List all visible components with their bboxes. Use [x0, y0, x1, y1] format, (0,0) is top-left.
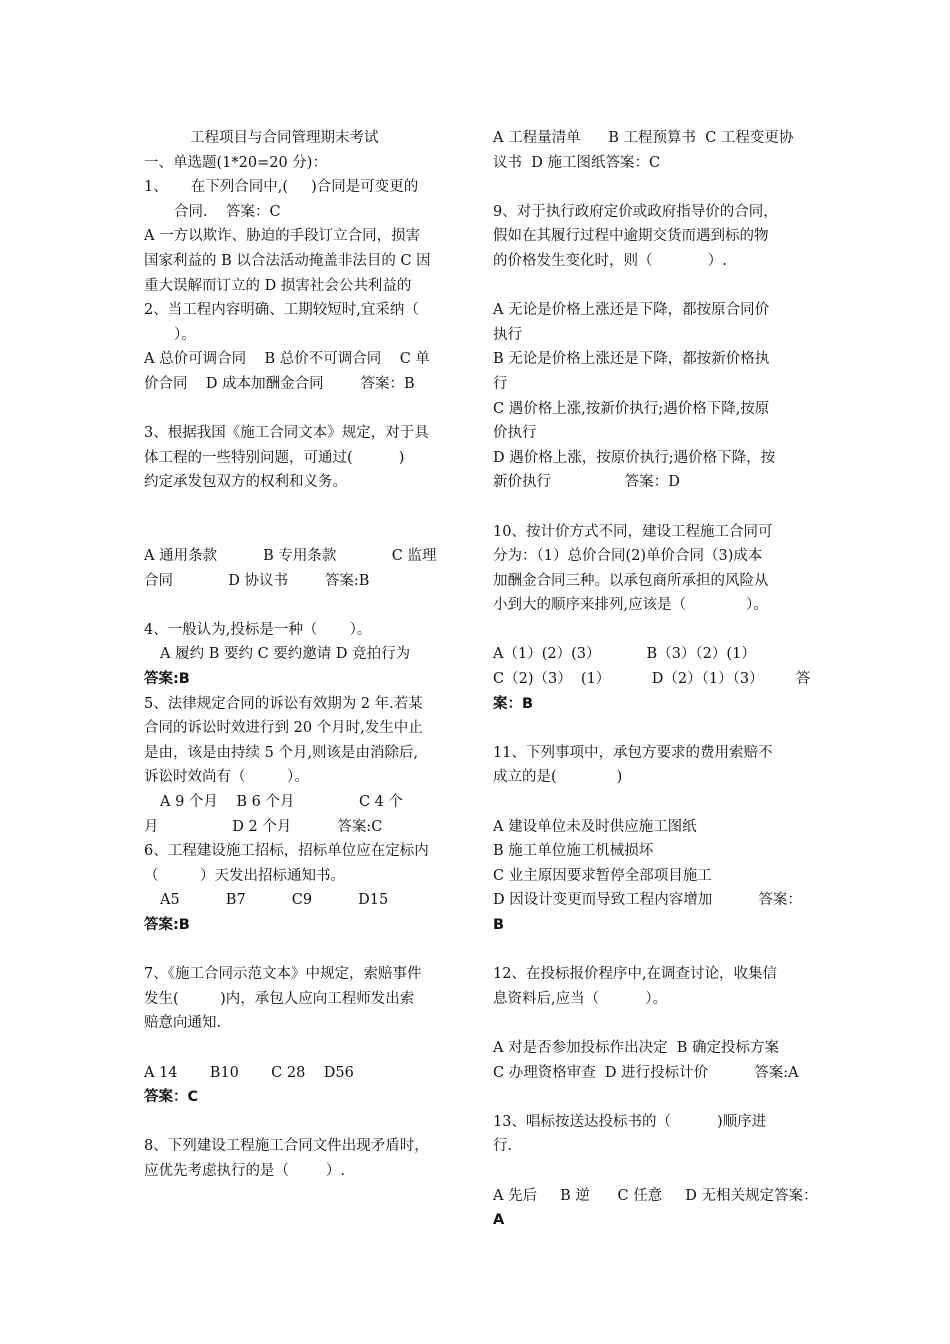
question-4-stem: 4、一般认为,投标是一种（ ）。: [144, 621, 372, 638]
section-heading: 一、单选题(1*20=20 分)：: [144, 154, 327, 171]
blank-line: [144, 1110, 457, 1135]
question-3-stem: 3、根据我国《施工合同文本》规定，对于具: [144, 425, 429, 442]
question-7-options: A 14 B10 C 28 D56: [144, 1064, 354, 1081]
question-5-stem: 诉讼时效尚有（ ）。: [144, 769, 309, 786]
blank-line: [493, 790, 813, 815]
question-7-stem: 7、《施工合同示范文本》中规定，索赔事件: [144, 966, 422, 983]
question-12-options: A 对是否参加投标作出决定 B 确定投标方案: [493, 1039, 780, 1056]
question-9-option-c: C 遇价格上涨,按新价执行;遇价格下降,按原: [493, 400, 770, 417]
question-1-answer: 合同. 答案：C: [174, 203, 281, 220]
question-10-stem: 分为：（1）总价合同(2)单价合同（3)成本: [493, 548, 763, 565]
question-5-stem: 合同的诉讼时效进行到 20 个月时,发生中止: [144, 720, 423, 737]
question-8-options: 议书 D 施工图纸答案：C: [493, 154, 661, 171]
question-10-stem: 10、按计价方式不同，建设工程施工合同可: [493, 523, 773, 540]
question-5-options: 月 D 2 个月 答案:C: [144, 818, 383, 835]
question-10-options: A（1）(2）(3） B（3）（2）(1）: [493, 646, 756, 663]
question-5-options: A 9 个月 B 6 个月 C 4 个: [160, 794, 404, 811]
question-9-stem: 假如在其履行过程中逾期交货而遇到标的物: [493, 228, 769, 245]
question-10-options: C（2)（3） (1） D（2）（1）（3） 答: [493, 671, 811, 688]
question-7-stem: 赔意向通知.: [144, 1015, 222, 1032]
question-6-answer: 答案:B: [144, 917, 190, 933]
question-2-stem: 2、当工程内容明确、工期较短时,宜采纳（: [144, 302, 419, 319]
left-column: [144, 126, 457, 1184]
question-11-stem: 成立的是( ): [493, 769, 623, 786]
question-3-stem: 体工程的一些特别问题，可通过( ): [144, 449, 405, 466]
question-10-answer: 案：B: [493, 695, 534, 712]
blank-line: [493, 938, 813, 963]
question-3-options: A 通用条款 B 专用条款 C 监理: [144, 548, 437, 565]
question-9-option-d: D 遇价格上涨，按原价执行;遇价格下降，按: [493, 449, 776, 466]
question-9-option-c: 价执行: [493, 425, 537, 442]
blank-line: [144, 397, 457, 422]
blank-line: [144, 495, 457, 520]
question-12-options: C 办理资格审查 D 进行投标计价 答案:A: [493, 1064, 799, 1081]
question-6-stem: 6、工程建设施工招标，招标单位应在定标内: [144, 843, 429, 860]
question-11-option-d: D 因设计变更而导致工程内容增加 答案：: [493, 892, 802, 909]
right-column: [493, 126, 818, 1233]
blank-line: [144, 1036, 457, 1061]
question-4-options: A 履约 B 要约 C 要约邀请 D 竞拍行为: [160, 646, 411, 663]
blank-line: [144, 593, 457, 618]
blank-line: [144, 938, 457, 963]
question-9-stem: 的价格发生变化时，则（ ）.: [493, 252, 727, 269]
question-1-stem: 1、 在下列合同中,( )合同是可变更的: [144, 179, 419, 196]
question-1-options: 重大误解而订立的 D 损害社会公共利益的: [144, 277, 412, 294]
question-9-option-a: A 无论是价格上涨还是下降，都按原合同价: [493, 302, 770, 319]
question-9-stem: 9、对于执行政府定价或政府指导价的合同，: [493, 203, 778, 220]
blank-line: [493, 1159, 813, 1184]
question-3-stem: 约定承发包双方的权利和义务。: [144, 474, 347, 491]
question-6-stem: （ ）天发出招标通知书。: [144, 867, 345, 884]
question-12-stem: 12、在投标报价程序中,在调查讨论，收集信: [493, 966, 778, 983]
question-1-options: A 一方以欺诈、胁迫的手段订立合同，损害: [144, 228, 421, 245]
question-10-stem: 小到大的顺序来排列,应该是（ ）。: [493, 597, 768, 614]
question-3-options: 合同 D 协议书 答案:B: [144, 572, 370, 589]
blank-line: [493, 1085, 813, 1110]
question-11-answer: B: [493, 917, 505, 933]
question-7-answer: 答案：C: [144, 1089, 199, 1106]
blank-line: [493, 716, 813, 741]
question-2-stem: ）。: [174, 326, 196, 343]
question-11-option-c: C 业主原因要求暂停全部项目施工: [493, 867, 712, 884]
blank-line: [493, 175, 813, 200]
blank-line: [493, 495, 813, 520]
question-13-answer: A: [493, 1212, 505, 1229]
exam-title: 工程项目与合同管理期末考试: [190, 130, 379, 146]
question-2-options: A 总价可调合同 B 总价不可调合同 C 单: [144, 351, 430, 368]
question-6-options: A5 B7 C9 D15: [160, 892, 389, 909]
question-8-stem: 8、下列建设工程施工合同文件出现矛盾时，: [144, 1138, 429, 1155]
question-8-options: A 工程量清单 B 工程预算书 C 工程变更协: [493, 130, 794, 146]
question-4-answer: 答案:B: [144, 671, 190, 688]
blank-line: [493, 1011, 813, 1036]
blank-line: [493, 274, 813, 299]
question-11-stem: 11、下列事项中，承包方要求的费用索赔不: [493, 744, 773, 761]
question-2-options: 价合同 D 成本加酬金合同 答案：B: [144, 375, 415, 392]
question-13-stem: 13、唱标按送达投标书的（ )顺序进: [493, 1113, 767, 1130]
question-7-stem: 发生( )内，承包人应向工程师发出索: [144, 990, 415, 1007]
question-9-option-d: 新价执行 答案：D: [493, 474, 680, 491]
question-5-stem: 5、法律规定合同的诉讼有效期为 2 年.若某: [144, 695, 423, 712]
blank-line: [493, 618, 813, 643]
question-11-option-b: B 施工单位施工机械损坏: [493, 843, 654, 860]
question-11-option-a: A 建设单位未及时供应施工图纸: [493, 818, 697, 835]
question-5-stem: 是由，该是由持续 5 个月,则该是由消除后,: [144, 744, 419, 761]
question-13-options: A 先后 B 逆 C 任意 D 无相关规定答案：: [493, 1187, 818, 1204]
question-1-options: 国家利益的 B 以合法活动掩盖非法目的 C 因: [144, 252, 431, 269]
question-9-option-b: 行: [493, 375, 508, 392]
question-10-stem: 加酬金合同三种。以承包商所承担的风险从: [493, 572, 769, 589]
question-9-option-a: 执行: [493, 326, 522, 343]
question-12-stem: 息资料后,应当（ ）。: [493, 990, 667, 1007]
blank-line: [144, 520, 457, 545]
question-8-stem: 应优先考虑执行的是（ ）.: [144, 1162, 345, 1179]
question-13-stem: 行.: [493, 1138, 513, 1155]
question-9-option-b: B 无论是价格上涨还是下降，都按新价格执: [493, 351, 770, 368]
